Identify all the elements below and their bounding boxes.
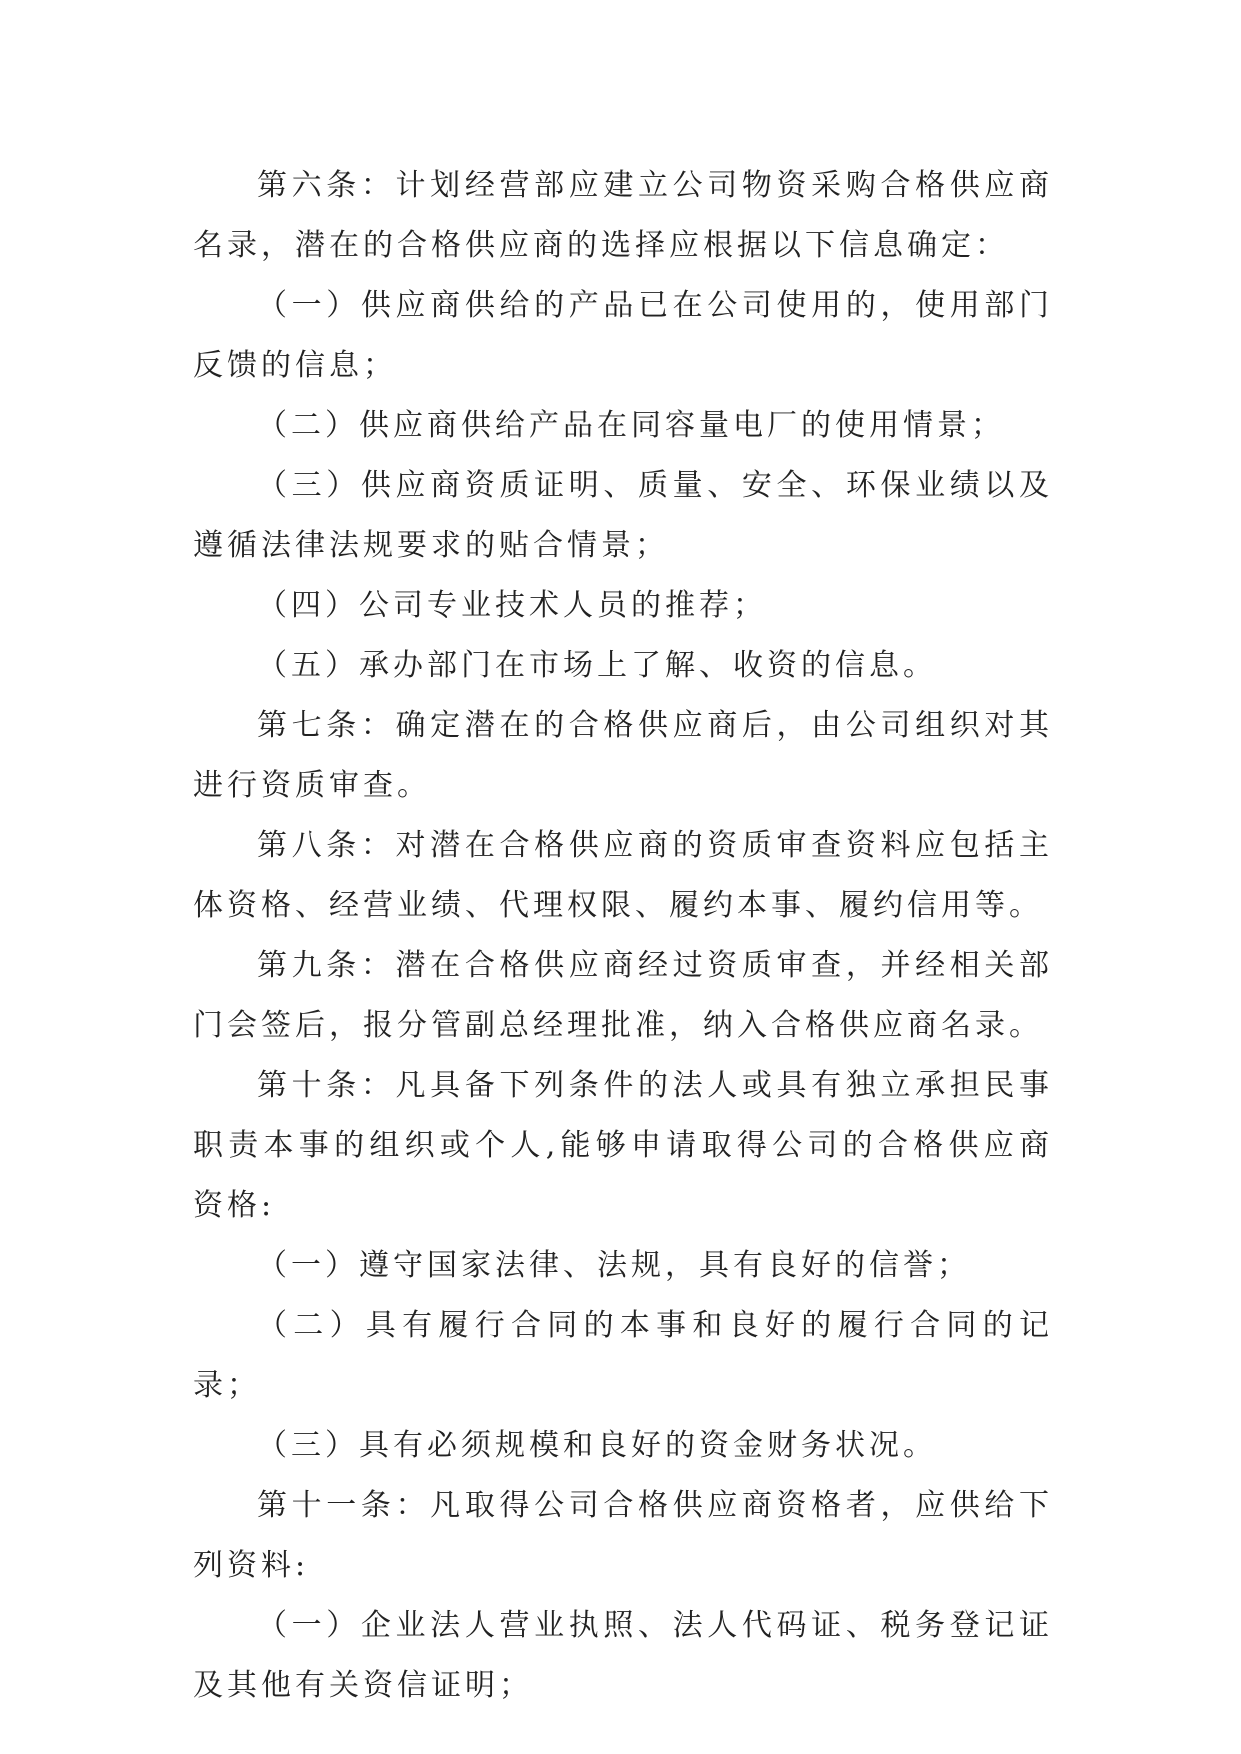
article-7-paragraph: 第七条：确定潜在的合格供应商后，由公司组织对其进行资质审查。 xyxy=(193,708,1053,803)
article-10-item-3: （三）具有必须规模和良好的资金财务状况。 xyxy=(257,1428,937,1463)
article-6-item-3: （三）供应商资质证明、质量、安全、环保业绩以及遵循法律法规要求的贴合情景； xyxy=(193,468,1053,563)
article-8-paragraph: 第八条：对潜在合格供应商的资质审查资料应包括主体资格、经营业绩、代理权限、履约本事、履约信用等。 xyxy=(193,828,1053,923)
article-6-item-2: （二）供应商供给产品在同容量电厂的使用情景； xyxy=(257,408,1005,443)
article-10-paragraph: 第十条：凡具备下列条件的法人或具有独立承担民事职责本事的组织或个人,能够申请取得公司的合格供应商资格: xyxy=(193,1068,1053,1223)
article-10-item-2: （二）具有履行合同的本事和良好的履行合同的记录； xyxy=(193,1308,1053,1403)
article-11-paragraph: 第十一条：凡取得公司合格供应商资格者，应供给下列资料: xyxy=(193,1488,1053,1583)
article-6-item-1: （一）供应商供给的产品已在公司使用的，使用部门反馈的信息； xyxy=(193,288,1053,383)
article-9-paragraph: 第九条：潜在合格供应商经过资质审查，并经相关部门会签后，报分管副总经理批准，纳入合格供应商名录。 xyxy=(193,948,1053,1043)
article-6-paragraph: 第六条：计划经营部应建立公司物资采购合格供应商名录，潜在的合格供应商的选择应根据以下信息确定： xyxy=(193,168,1053,263)
article-6-item-5: （五）承办部门在市场上了解、收资的信息。 xyxy=(257,648,937,683)
article-11-item-1: （一）企业法人营业执照、法人代码证、税务登记证及其他有关资信证明； xyxy=(193,1608,1053,1703)
article-10-item-1: （一）遵守国家法律、法规，具有良好的信誉； xyxy=(257,1248,971,1283)
document-body xyxy=(193,156,1053,1716)
article-6-item-4: （四）公司专业技术人员的推荐； xyxy=(257,588,767,623)
